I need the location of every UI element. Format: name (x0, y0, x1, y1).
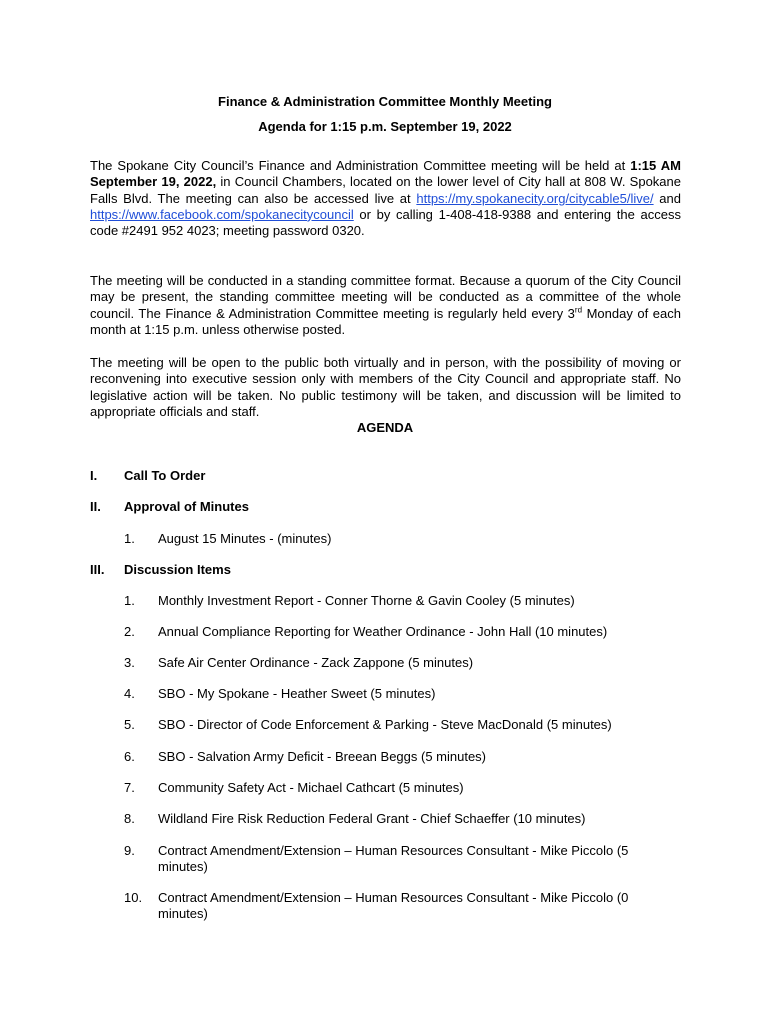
ordinal-suffix: rd (574, 305, 583, 315)
section-number: III. (90, 562, 105, 577)
meeting-time: 1:15 AM September 19, 2022, (90, 158, 681, 190)
intro-text: and (653, 190, 681, 206)
item-number: 4. (124, 686, 135, 701)
item-number: 8. (124, 811, 135, 826)
item-number: 1. (124, 531, 135, 546)
item-number: 10. (124, 890, 143, 905)
section-number: I. (90, 468, 98, 483)
page-title: Finance & Administration Committee Monthly Meeting (218, 94, 552, 109)
intro-text: in Council Chambers, located on the lower level of City hall at 808 W. Spokane Falls Blvd. The meeting can also be accessed live at (90, 174, 681, 206)
agenda-item: Community Safety Act - Michael Cathcart (5 minutes) (158, 780, 464, 795)
agenda-item: SBO - Director of Code Enforcement & Parking - Steve MacDonald (5 minutes) (158, 717, 612, 732)
item-number: 9. (124, 843, 135, 858)
agenda-item: August 15 Minutes - (minutes) (158, 531, 332, 546)
item-number: 3. (124, 655, 135, 670)
agenda-item: SBO - My Spokane - Heather Sweet (5 minutes) (158, 686, 436, 701)
agenda-subtitle: Agenda for 1:15 p.m. September 19, 2022 (258, 119, 512, 134)
agenda-item: Annual Compliance Reporting for Weather Ordinance - John Hall (10 minutes) (158, 624, 608, 639)
agenda-heading: AGENDA (356, 420, 414, 435)
item-number: 1. (124, 593, 135, 608)
section-title: Call To Order (124, 468, 206, 483)
agenda-item: Safe Air Center Ordinance - Zack Zappone (5 minutes) (158, 655, 474, 670)
section-number: II. (90, 499, 101, 514)
agenda-item: Wildland Fire Risk Reduction Federal Grant - Chief Schaeffer (10 minutes) (158, 811, 586, 826)
section-title: Discussion Items (124, 562, 231, 577)
intro-text: or by calling 1-408-418-9388 and entering the access code #2491 952 4023; meeting password 0320. (90, 206, 681, 239)
item-number: 5. (124, 717, 135, 732)
intro-paragraph-3: The meeting will be open to the public both virtually and in person, with the possibility of moving or reconvening into executive session only with members of the City Council and appropriate staff. No legislative action will be taken. No public testimony will be taken, and discussion will be limited to appropriate officials and staff. (90, 355, 681, 419)
item-number: 2. (124, 624, 135, 639)
section-title: Approval of Minutes (124, 499, 249, 514)
agenda-item: Contract Amendment/Extension – Human Resources Consultant - Mike Piccolo (0 minutes) (158, 890, 629, 922)
item-number: 7. (124, 780, 135, 795)
intro-text: The Spokane City Council’s Finance and Administration Committee meeting will be held at (90, 158, 631, 173)
agenda-item: Monthly Investment Report - Conner Thorne & Gavin Cooley (5 minutes) (158, 593, 575, 608)
agenda-item: Contract Amendment/Extension – Human Resources Consultant - Mike Piccolo (5 minutes) (158, 843, 629, 875)
intro-text: Monday of each month at 1:15 p.m. unless otherwise posted. (90, 305, 681, 337)
agenda-item: SBO - Salvation Army Deficit - Breean Beggs (5 minutes) (158, 749, 487, 764)
item-number: 6. (124, 749, 135, 764)
intro-paragraph-2 (90, 273, 681, 338)
city-cable-link[interactable]: https://my.spokanecity.org/citycable5/live/ (416, 190, 654, 206)
facebook-link[interactable]: https://www.facebook.com/spokanecitycouncil (90, 206, 354, 222)
intro-text: The meeting will be conducted in a standing committee format. Because a quorum of the City Council may be present, the standing committee meeting will be conducted as a committee of the whole council. The Finance & Administration Committee meeting is regularly held every 3 (90, 273, 681, 321)
intro-paragraph-1 (90, 158, 681, 239)
